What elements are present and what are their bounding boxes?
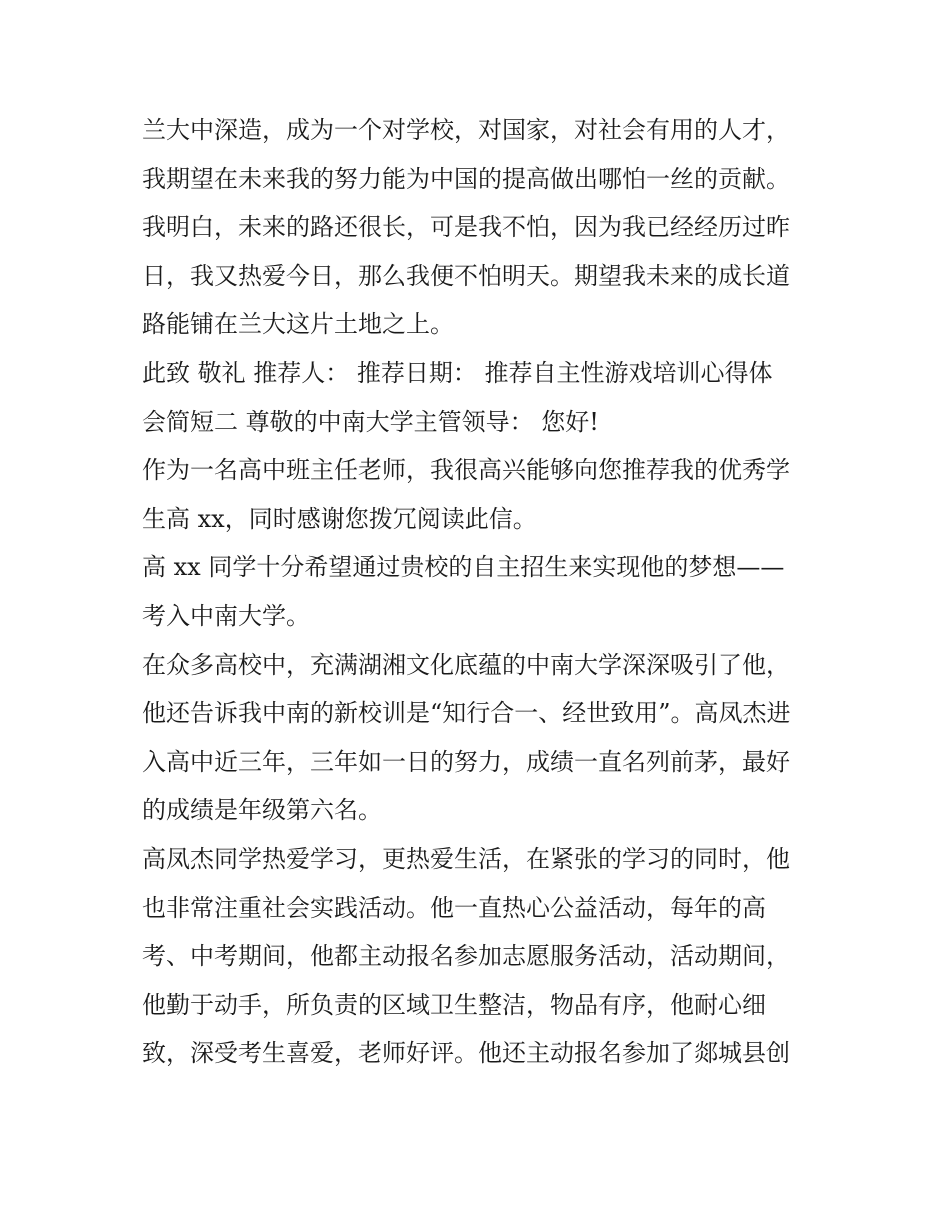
text-line: 他勤于动手，所负责的区域卫生整洁，物品有序，他耐心细	[142, 990, 766, 1019]
text-line: 会简短二 尊敬的中南大学主管领导： 您好!	[142, 407, 599, 436]
text-line: 致，深受考生喜爱，老师好评。他还主动报名参加了郯城县创	[142, 1039, 790, 1068]
text-line: 入高中近三年，三年如一日的努力，成绩一直名列前茅，最好	[142, 747, 790, 776]
text-line: 的成绩是年级第六名。	[142, 796, 382, 825]
text-line: 考入中南大学。	[142, 601, 310, 630]
text-line: 兰大中深造，成为一个对学校，对国家，对社会有用的人才，	[142, 116, 790, 144]
text-line: 路能铺在兰大这片土地之上。	[142, 310, 454, 339]
text-line: 在众多高校中，充满湖湘文化底蕴的中南大学深深吸引了他，	[142, 650, 790, 679]
text-line: 我明白，未来的路还很长，可是我不怕，因为我已经经历过昨	[142, 213, 790, 242]
text-line: 生高 xx，同时感谢您拨冗阅读此信。	[142, 504, 537, 533]
text-line: 我期望在未来我的努力能为中国的提高做出哪怕一丝的贡献。	[142, 164, 790, 193]
text-line: 此致 敬礼 推荐人： 推荐日期： 推荐自主性游戏培训心得体	[142, 358, 773, 387]
text-line: 高 xx 同学十分希望通过贵校的自主招生来实现他的梦想——	[142, 553, 785, 582]
text-line: 高凤杰同学热爱学习，更热爱生活，在紧张的学习的同时，他	[142, 844, 790, 873]
document-body	[142, 106, 822, 1078]
text-line: 作为一名高中班主任老师，我很高兴能够向您推荐我的优秀学	[142, 456, 790, 485]
text-line: 日，我又热爱今日，那么我便不怕明天。期望我未来的成长道	[142, 261, 790, 290]
text-line: 他还告诉我中南的新校训是“知行合一、经世致用”。高凤杰进	[142, 699, 791, 728]
text-line: 也非常注重社会实践活动。他一直热心公益活动，每年的高	[142, 893, 766, 922]
text-line: 考、中考期间，他都主动报名参加志愿服务活动，活动期间，	[142, 942, 790, 971]
